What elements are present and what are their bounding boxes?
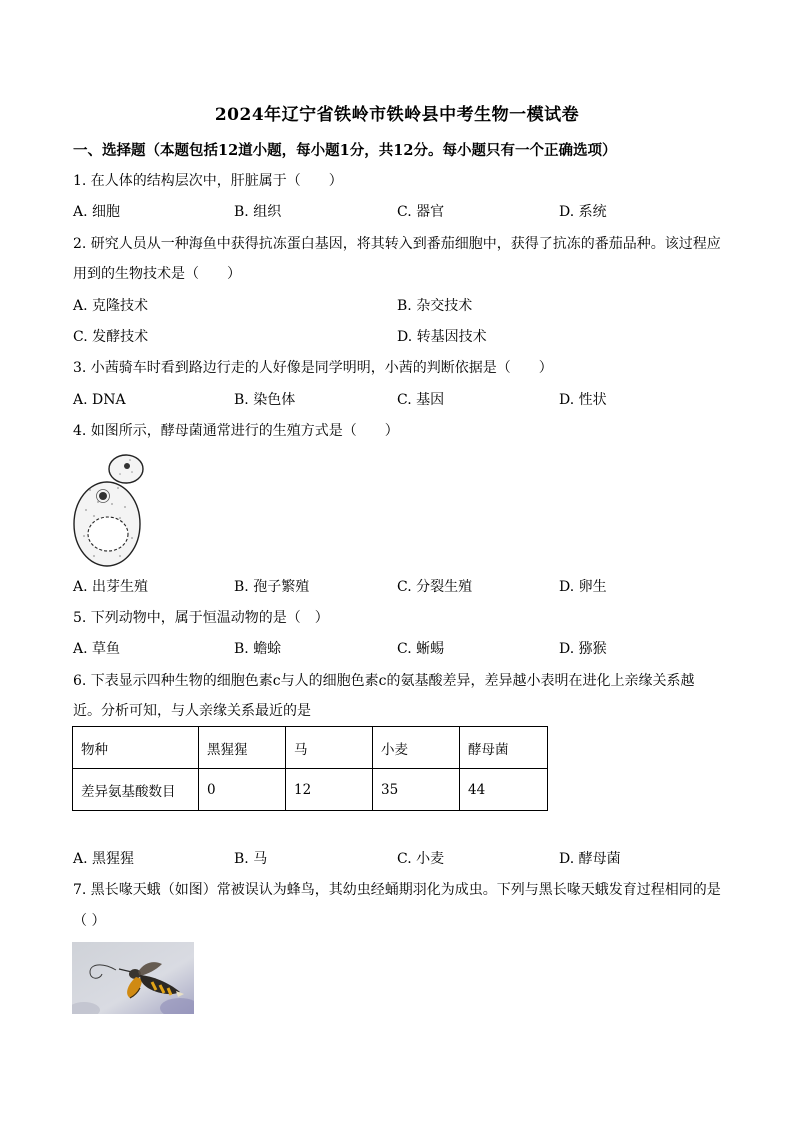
table-row [73, 769, 548, 811]
q1-option-a: A. 细胞 [73, 204, 121, 220]
q1-option-c: C. 器官 [397, 204, 445, 220]
question-7-stem-line-1: 7. 黑长喙天蛾（如图）常被误认为蜂鸟，其幼虫经蛹期羽化为成虫。下列与黑长喙天蛾发育过程相同的是 [73, 882, 721, 898]
q4-option-d: D. 卵生 [559, 579, 607, 595]
section-heading: 一、选择题（本题包括12道小题，每小题1分，共12分。每小题只有一个正确选项） [73, 142, 617, 159]
table-cell: 44 [460, 769, 548, 811]
question-4-stem: 4. 如图所示，酵母菌通常进行的生殖方式是（ ） [73, 423, 399, 439]
q5-option-c: C. 蜥蜴 [397, 641, 445, 657]
question-3-stem: 3. 小茜骑车时看到路边行走的人好像是同学明明，小茜的判断依据是（ ） [73, 360, 553, 376]
q4-option-b: B. 孢子繁殖 [234, 579, 310, 595]
q1-option-b: B. 组织 [234, 204, 282, 220]
question-1-stem: 1. 在人体的结构层次中，肝脏属于（ ） [73, 173, 343, 189]
q2-option-b: B. 杂交技术 [397, 298, 473, 314]
table-cell: 差异氨基酸数目 [73, 769, 199, 811]
table-cell: 0 [199, 769, 286, 811]
table-cell: 小麦 [373, 727, 460, 769]
q3-option-d: D. 性状 [559, 392, 607, 408]
q6-option-d: D. 酵母菌 [559, 851, 621, 867]
question-2-stem-line-1: 2. 研究人员从一种海鱼中获得抗冻蛋白基因，将其转入到番茄细胞中，获得了抗冻的番茄品种。该过程应 [73, 236, 721, 252]
q2-option-a: A. 克隆技术 [73, 298, 149, 314]
q3-option-b: B. 染色体 [234, 392, 296, 408]
table-cell: 12 [286, 769, 373, 811]
page-title: 2024年辽宁省铁岭市铁岭县中考生物一模试卷 [214, 105, 580, 125]
q4-option-c: C. 分裂生殖 [397, 579, 473, 595]
hawk-moth-photo [72, 942, 194, 1014]
question-6-stem-line-2: 近。分析可知，与人亲缘关系最近的是 [73, 703, 311, 719]
q6-option-c: C. 小麦 [397, 851, 445, 867]
table-cell: 35 [373, 769, 460, 811]
amino-acid-difference-table [72, 726, 548, 811]
q3-option-a: A. DNA [73, 392, 126, 408]
q2-option-c: C. 发酵技术 [73, 329, 149, 345]
yeast-budding-figure [70, 452, 150, 570]
question-7-stem-line-2: （ ） [73, 913, 106, 929]
q2-option-d: D. 转基因技术 [397, 329, 487, 345]
question-5-stem: 5. 下列动物中，属于恒温动物的是（ ） [73, 610, 329, 626]
table-cell: 物种 [73, 727, 199, 769]
q3-option-c: C. 基因 [397, 392, 445, 408]
q6-option-a: A. 黑猩猩 [73, 851, 135, 867]
q4-option-a: A. 出芽生殖 [73, 579, 149, 595]
table-header-row [73, 727, 548, 769]
q5-option-d: D. 猕猴 [559, 641, 607, 657]
q1-option-d: D. 系统 [559, 204, 607, 220]
question-6-stem-line-1: 6. 下表显示四种生物的细胞色素c与人的细胞色素c的氨基酸差异，差异越小表明在进化上亲缘关系越 [73, 673, 695, 689]
question-2-stem-line-2: 用到的生物技术是（ ） [73, 266, 241, 282]
q5-option-a: A. 草鱼 [73, 641, 121, 657]
table-cell: 酵母菌 [460, 727, 548, 769]
table-cell: 马 [286, 727, 373, 769]
q5-option-b: B. 蟾蜍 [234, 641, 282, 657]
table-cell: 黑猩猩 [199, 727, 286, 769]
q6-option-b: B. 马 [234, 851, 268, 867]
